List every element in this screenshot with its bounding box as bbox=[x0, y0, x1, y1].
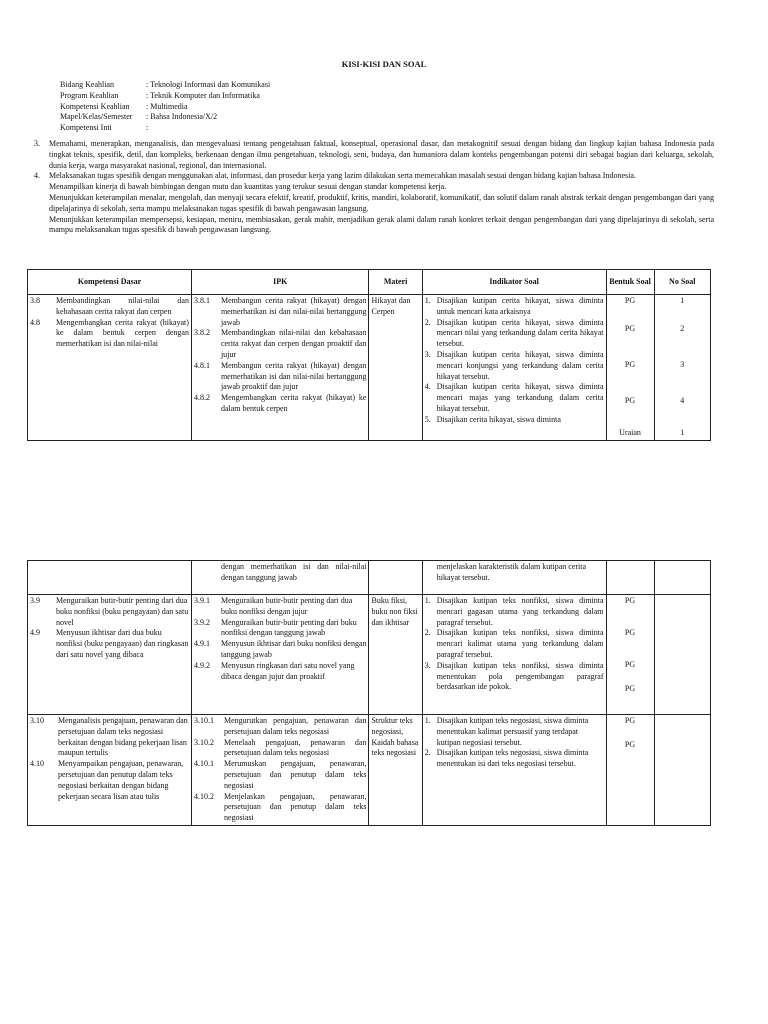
kd-cell bbox=[28, 595, 192, 715]
bentuk-soal: PG bbox=[624, 296, 636, 305]
kd-number: 4.10 bbox=[30, 759, 44, 769]
kd-text: Menyampaikan pengajuan, penawaran, persetujuan dan penutup dalam teks negosiasi berkaitan dengan bidang pekerjaan secara lisan atau tulis bbox=[58, 759, 184, 801]
indikator-text: Disajikan kutipan teks negosiasi, siswa diminta menentukan kalimat persuasif yang terdapat kutipan negosiasi tersebut. bbox=[436, 716, 589, 747]
no-soal: 1 bbox=[680, 428, 685, 437]
materi-cell: Hikayat dan Cerpen bbox=[369, 295, 422, 441]
meta-value: : Multimedia bbox=[146, 101, 188, 111]
ipk-text: Menguraikan butir-butir penting dari buku nonfiksi dengan tanggung jawab bbox=[220, 617, 357, 638]
indikator-number: 4. bbox=[424, 382, 431, 392]
bentuk-soal-cell bbox=[606, 715, 654, 826]
no-soal-cell bbox=[654, 295, 710, 441]
kd-cell bbox=[28, 715, 192, 826]
ipk-number: 4.8.1 bbox=[193, 360, 210, 370]
indikator-number: 2. bbox=[424, 748, 431, 758]
indikator-text: Disajikan kutipan teks negosiasi, siswa diminta menentukan isi dari teks negosiasi tersebut. bbox=[436, 748, 589, 769]
header-materi: Materi bbox=[369, 270, 422, 295]
indikator-entry bbox=[425, 596, 604, 628]
ipk-text: Menyusun ringkasan dari satu novel yang dibaca dengan jujur dan proaktif bbox=[220, 660, 355, 681]
no-soal: 3 bbox=[680, 360, 685, 369]
ipk-number: 3.8.1 bbox=[193, 296, 210, 305]
meta-label: Kompetensi Keahlian bbox=[60, 101, 130, 111]
ipk-number: 4.10.1 bbox=[193, 759, 214, 769]
indikator-entry bbox=[425, 748, 604, 770]
meta-value: : bbox=[146, 123, 149, 133]
bentuk-soal: PG bbox=[624, 628, 636, 637]
ipk-text: Menguraikan butir-butir penting dari dua buku nonfiksi dengan jujur bbox=[220, 596, 353, 616]
kd-cell bbox=[28, 561, 192, 595]
kd-number: 4.8 bbox=[30, 317, 40, 327]
ipk-text: Menelaah pengajuan, penawaran dan persetujuan dalam teks negosiasi bbox=[223, 737, 367, 758]
bentuk-soal: PG bbox=[624, 716, 636, 725]
indikator-number: 1. bbox=[424, 716, 431, 725]
bentuk-soal: PG bbox=[624, 396, 636, 405]
ipk-cell bbox=[191, 595, 369, 715]
meta-value: : Teknologi Informasi dan Komunikasi bbox=[146, 80, 271, 89]
bentuk-soal-cell bbox=[606, 295, 654, 441]
bentuk-soal-cell bbox=[606, 595, 654, 715]
indikator-text: Disajikan kutipan cerita hikayat, siswa diminta untuk mencari kata arkaisnya bbox=[436, 296, 604, 316]
indikator-cell bbox=[422, 595, 606, 715]
ipk-entry bbox=[194, 361, 367, 393]
ipk-number: 3.9.1 bbox=[193, 596, 210, 605]
meta-label: Program Keahlian bbox=[60, 90, 119, 100]
indikator-entry bbox=[425, 415, 604, 426]
no-soal-cell bbox=[654, 715, 710, 826]
indikator-entry bbox=[425, 661, 604, 693]
header-indikator: Indikator Soal bbox=[422, 270, 606, 295]
meta-row bbox=[60, 91, 720, 102]
meta-label: Mapel/Kelas/Semester bbox=[60, 112, 133, 122]
ipk-text: Mengurutkan pengajuan, penawaran dan persetujuan dalam teks negosiasi bbox=[223, 716, 367, 736]
meta-row bbox=[60, 112, 720, 123]
bentuk-soal: Uraian bbox=[619, 428, 641, 437]
kd-text: Menguraikan butir-butir penting dari dua buku nonfiksi (buku pengayaan) dan satu novel bbox=[56, 596, 189, 627]
kd-number: 3.9 bbox=[30, 596, 40, 605]
no-soal: 2 bbox=[680, 324, 685, 333]
kompetensi-inti bbox=[34, 139, 714, 236]
ki-number: 4. bbox=[34, 171, 40, 181]
indikator-text: Disajikan kutipan teks nonfiksi, siswa diminta mencari gagasan utama yang terkandung dalam paragraf tersebut. bbox=[436, 596, 604, 627]
indikator-cell bbox=[422, 715, 606, 826]
ipk-text: Menjelaskan pengajuan, penawaran, persetujuan dan penutup dalam teks negosiasi bbox=[223, 791, 367, 823]
ki-item bbox=[34, 139, 714, 171]
ipk-number: 3.9.2 bbox=[193, 617, 210, 627]
indikator-number: 2. bbox=[424, 317, 431, 327]
table-header-row bbox=[28, 270, 711, 295]
ipk-entry bbox=[194, 792, 367, 824]
meta-label: Kompetensi Inti bbox=[60, 123, 112, 133]
ipk-number: 3.10.2 bbox=[193, 737, 214, 747]
bentuk-soal: PG bbox=[624, 740, 636, 749]
indikator-number: 1. bbox=[424, 296, 431, 305]
bentuk-soal: PG bbox=[624, 596, 636, 605]
kd-number: 4.9 bbox=[30, 628, 40, 638]
bentuk-soal-cell bbox=[606, 561, 654, 595]
kd-number: 3.10 bbox=[30, 716, 44, 725]
indikator-cell bbox=[422, 295, 606, 441]
ipk-text: Membangun cerita rakyat (hikayat) dengan memerhatikan isi dan nilai-nilai bertanggung jawab proaktif dan jujur bbox=[220, 360, 367, 392]
ipk-entry bbox=[194, 738, 367, 760]
ipk-entry bbox=[194, 759, 367, 791]
header-bentuk-soal: Bentuk Soal bbox=[606, 270, 654, 295]
ki-paragraph: Menunjukkan keterampilan mempersepsi, kesiapan, meniru, membiasakan, gerak mahir, menjadikan gerak alami dalam ranah konkret terkait dengan pengembangan dari yang dipelajarinya di sekolah, serta mampu melaksanakan tugas spesifik di bawah pengawasan langsung. bbox=[49, 214, 714, 235]
kd-text: Menganalisis pengajuan, penawaran dan persetujuan dalam teks negosiasi berkaitan dengan bidang pekerjaan lisan maupun tertulis bbox=[58, 716, 188, 758]
indikator-text: Disajikan cerita hikayat, siswa diminta bbox=[436, 414, 561, 424]
kd-text: Mengembangkan cerita rakyat (hikayat) ke dalam bentuk cerpen dengan memerhatikan isi dan nilai-nilai bbox=[56, 317, 189, 349]
ipk-cell bbox=[191, 295, 369, 441]
table-row-continuation bbox=[28, 561, 711, 595]
indikator-entry bbox=[425, 628, 604, 660]
meta-value: : Bahsa Indonesia/X/2 bbox=[146, 112, 218, 122]
ki-text: Melaksanakan tugas spesifik dengan menggunakan alat, informasi, dan prosedur kerja yang lazim dilakukan serta memecahkan masalah sesuai dengan bidang kajian bahasa Indonesia. bbox=[49, 171, 636, 181]
table-row bbox=[28, 295, 711, 441]
kd-entry bbox=[30, 318, 189, 350]
ipk-text: Menyusun ikhtisar dari buku nonfiksi dengan tanggung jawab bbox=[220, 639, 367, 659]
kisi-table-2 bbox=[27, 560, 711, 826]
indikator-number: 5. bbox=[424, 414, 431, 424]
ipk-cell bbox=[191, 715, 369, 826]
no-soal: 4 bbox=[680, 396, 685, 405]
indikator-number: 3. bbox=[424, 349, 431, 359]
indikator-number: 2. bbox=[424, 628, 431, 638]
ipk-text: Membandingkan nilai-nilai dan kebahasaan cerita rakyat dan cerpen dengan proaktif dan jujur bbox=[220, 328, 367, 359]
materi-cell: Buku fiksi, buku non fiksi dan ikhtisar bbox=[369, 595, 422, 715]
ipk-number: 4.8.2 bbox=[193, 393, 210, 403]
header-no-soal: No Soal bbox=[654, 270, 710, 295]
ipk-number: 3.10.1 bbox=[193, 716, 214, 725]
no-soal: 1 bbox=[680, 296, 685, 305]
ipk-number: 3.8.2 bbox=[193, 328, 210, 338]
indikator-text: Disajikan kutipan teks nonfiksi, siswa diminta menentukan pola pengembangan paragraf berdasarkan ide pokok. bbox=[436, 660, 604, 692]
ipk-text: dengan memerhatikan isi dan nilai-nilai dengan tanggung jawab bbox=[220, 562, 367, 582]
ipk-number: 4.10.2 bbox=[193, 791, 214, 801]
kd-entry bbox=[30, 596, 189, 628]
indikator-entry bbox=[425, 318, 604, 350]
ki-number: 3. bbox=[34, 139, 40, 148]
indikator-text: Disajikan kutipan teks nonfiksi, siswa diminta mencari kalimat utama yang terkandung dalam paragraf tersebut. bbox=[436, 628, 604, 659]
ipk-entry bbox=[194, 393, 367, 415]
indikator-number: 1. bbox=[424, 596, 431, 605]
bentuk-soal: PG bbox=[624, 360, 636, 369]
ipk-text: Mengembangkan cerita rakyat (hikayat) ke dalam bentuk cerpen bbox=[220, 393, 367, 413]
header-kompetensi-dasar: Kompetensi Dasar bbox=[28, 270, 192, 295]
indikator-entry bbox=[425, 296, 604, 318]
indikator-entry bbox=[425, 382, 604, 414]
ipk-entry bbox=[194, 639, 367, 661]
kd-entry bbox=[30, 759, 189, 802]
no-soal-cell bbox=[654, 561, 710, 595]
indikator-text: Disajikan kutipan cerita hikayat, siswa diminta mencari nilai yang terkandung dalam cerita hikayat tersebut. bbox=[436, 317, 604, 349]
kd-cell bbox=[28, 295, 192, 441]
header-ipk: IPK bbox=[191, 270, 369, 295]
ipk-entry bbox=[194, 296, 367, 328]
ki-text: Memahami, menerapkan, menganalisis, dan mengevaluasi tentang pengetahuan faktual, konseptual, operasional dasar, dan metakognitif sesuai dengan bidang dan lingkup kajian bahasa Indonesia pada tingkat teknis, spesifik, detil, dan kompleks, berkenaan dengan ilmu pengetahuan, teknologi, seni, budaya, dan humaniora dalam konteks pengembangan potensi diri sebagai bagian dari keluarga, sekolah, dunia kerja, warga masyarakat nasional, regional, dan internasional. bbox=[49, 139, 714, 170]
ki-item bbox=[34, 171, 714, 182]
ipk-entry bbox=[194, 596, 367, 618]
ipk-text: Membangun cerita rakyat (hikayat) dengan memerhatikan isi dan nilai-nilai bertanggung jawab bbox=[220, 296, 367, 327]
bentuk-soal: PG bbox=[624, 660, 636, 669]
kd-text: Membandingkan nilai-nilai dan kebahasaan cerita rakyat dan cerpen bbox=[56, 296, 189, 316]
document-title: KISI-KISI DAN SOAL bbox=[341, 59, 427, 69]
indikator-text: menjelaskan karakteristik dalam kutipan cerita hikayat tersebut. bbox=[436, 562, 587, 582]
indikator-entry bbox=[425, 350, 604, 382]
kd-entry bbox=[30, 628, 189, 660]
kd-entry bbox=[30, 296, 189, 318]
ipk-number: 4.9.1 bbox=[193, 639, 210, 649]
indikator-entry bbox=[425, 716, 604, 748]
materi-cell: Struktur teks negosiasi, Kaidah bahasa teks negosiasi bbox=[369, 715, 422, 826]
meta-row bbox=[60, 123, 720, 134]
no-soal-cell bbox=[654, 595, 710, 715]
ipk-entry bbox=[194, 661, 367, 683]
bentuk-soal: PG bbox=[624, 684, 636, 693]
meta-label: Bidang Keahlian bbox=[60, 80, 114, 89]
kisi-table-1 bbox=[27, 269, 711, 441]
kd-entry bbox=[30, 716, 189, 759]
ipk-entry bbox=[194, 328, 367, 360]
ipk-entry bbox=[194, 716, 367, 738]
indikator-cell bbox=[422, 561, 606, 595]
indikator-text: Disajikan kutipan cerita hikayat, siswa diminta mencari konjungsi yang terkandung dalam cerita hikayat tersebut. bbox=[436, 349, 604, 381]
ipk-entry bbox=[194, 618, 367, 640]
meta-value: : Teknik Komputer dan Informatika bbox=[146, 90, 260, 100]
materi-cell bbox=[369, 561, 422, 595]
kd-number: 3.8 bbox=[30, 296, 40, 305]
meta-row bbox=[60, 102, 720, 113]
indikator-text: Disajikan kutipan cerita hikayat, siswa diminta mencari majas yang terkandung dalam cerita hikayat tersebut. bbox=[436, 382, 604, 413]
ki-paragraph: Menunjukkan keterampilan menalar, mengolah, dan menyaji secara efektif, kreatif, produktif, kritis, mandiri, kolaboratif, komunikatif, dan solutif dalam ranah abstrak terkait dengan pengembangan dari yang dipelajarinya di sekolah, serta mampu melaksanakan tugas spesifik di bawah pengawasan langsung. bbox=[49, 192, 714, 213]
ipk-cell bbox=[191, 561, 369, 595]
bentuk-soal: PG bbox=[624, 324, 636, 333]
table-row bbox=[28, 715, 711, 826]
ki-paragraph: Menampilkan kinerja di bawah bimbingan dengan mutu dan kuantitas yang terukur sesuai dengan standar kompetensi kerja. bbox=[49, 182, 447, 192]
document-meta bbox=[60, 80, 720, 134]
table-row bbox=[28, 595, 711, 715]
meta-row bbox=[60, 80, 720, 91]
indikator-number: 3. bbox=[424, 660, 431, 670]
kd-text: Menyusun ikhtisar dari dua buku nonfiksi (buku pengayaan) dan ringkasan dari satu novel yang dibaca bbox=[56, 628, 189, 659]
ipk-text: Merumuskan pengajuan, penawaran, persetujuan dan penutup dalam teks negosiasi bbox=[223, 759, 367, 790]
ipk-number: 4.9.2 bbox=[193, 660, 210, 670]
